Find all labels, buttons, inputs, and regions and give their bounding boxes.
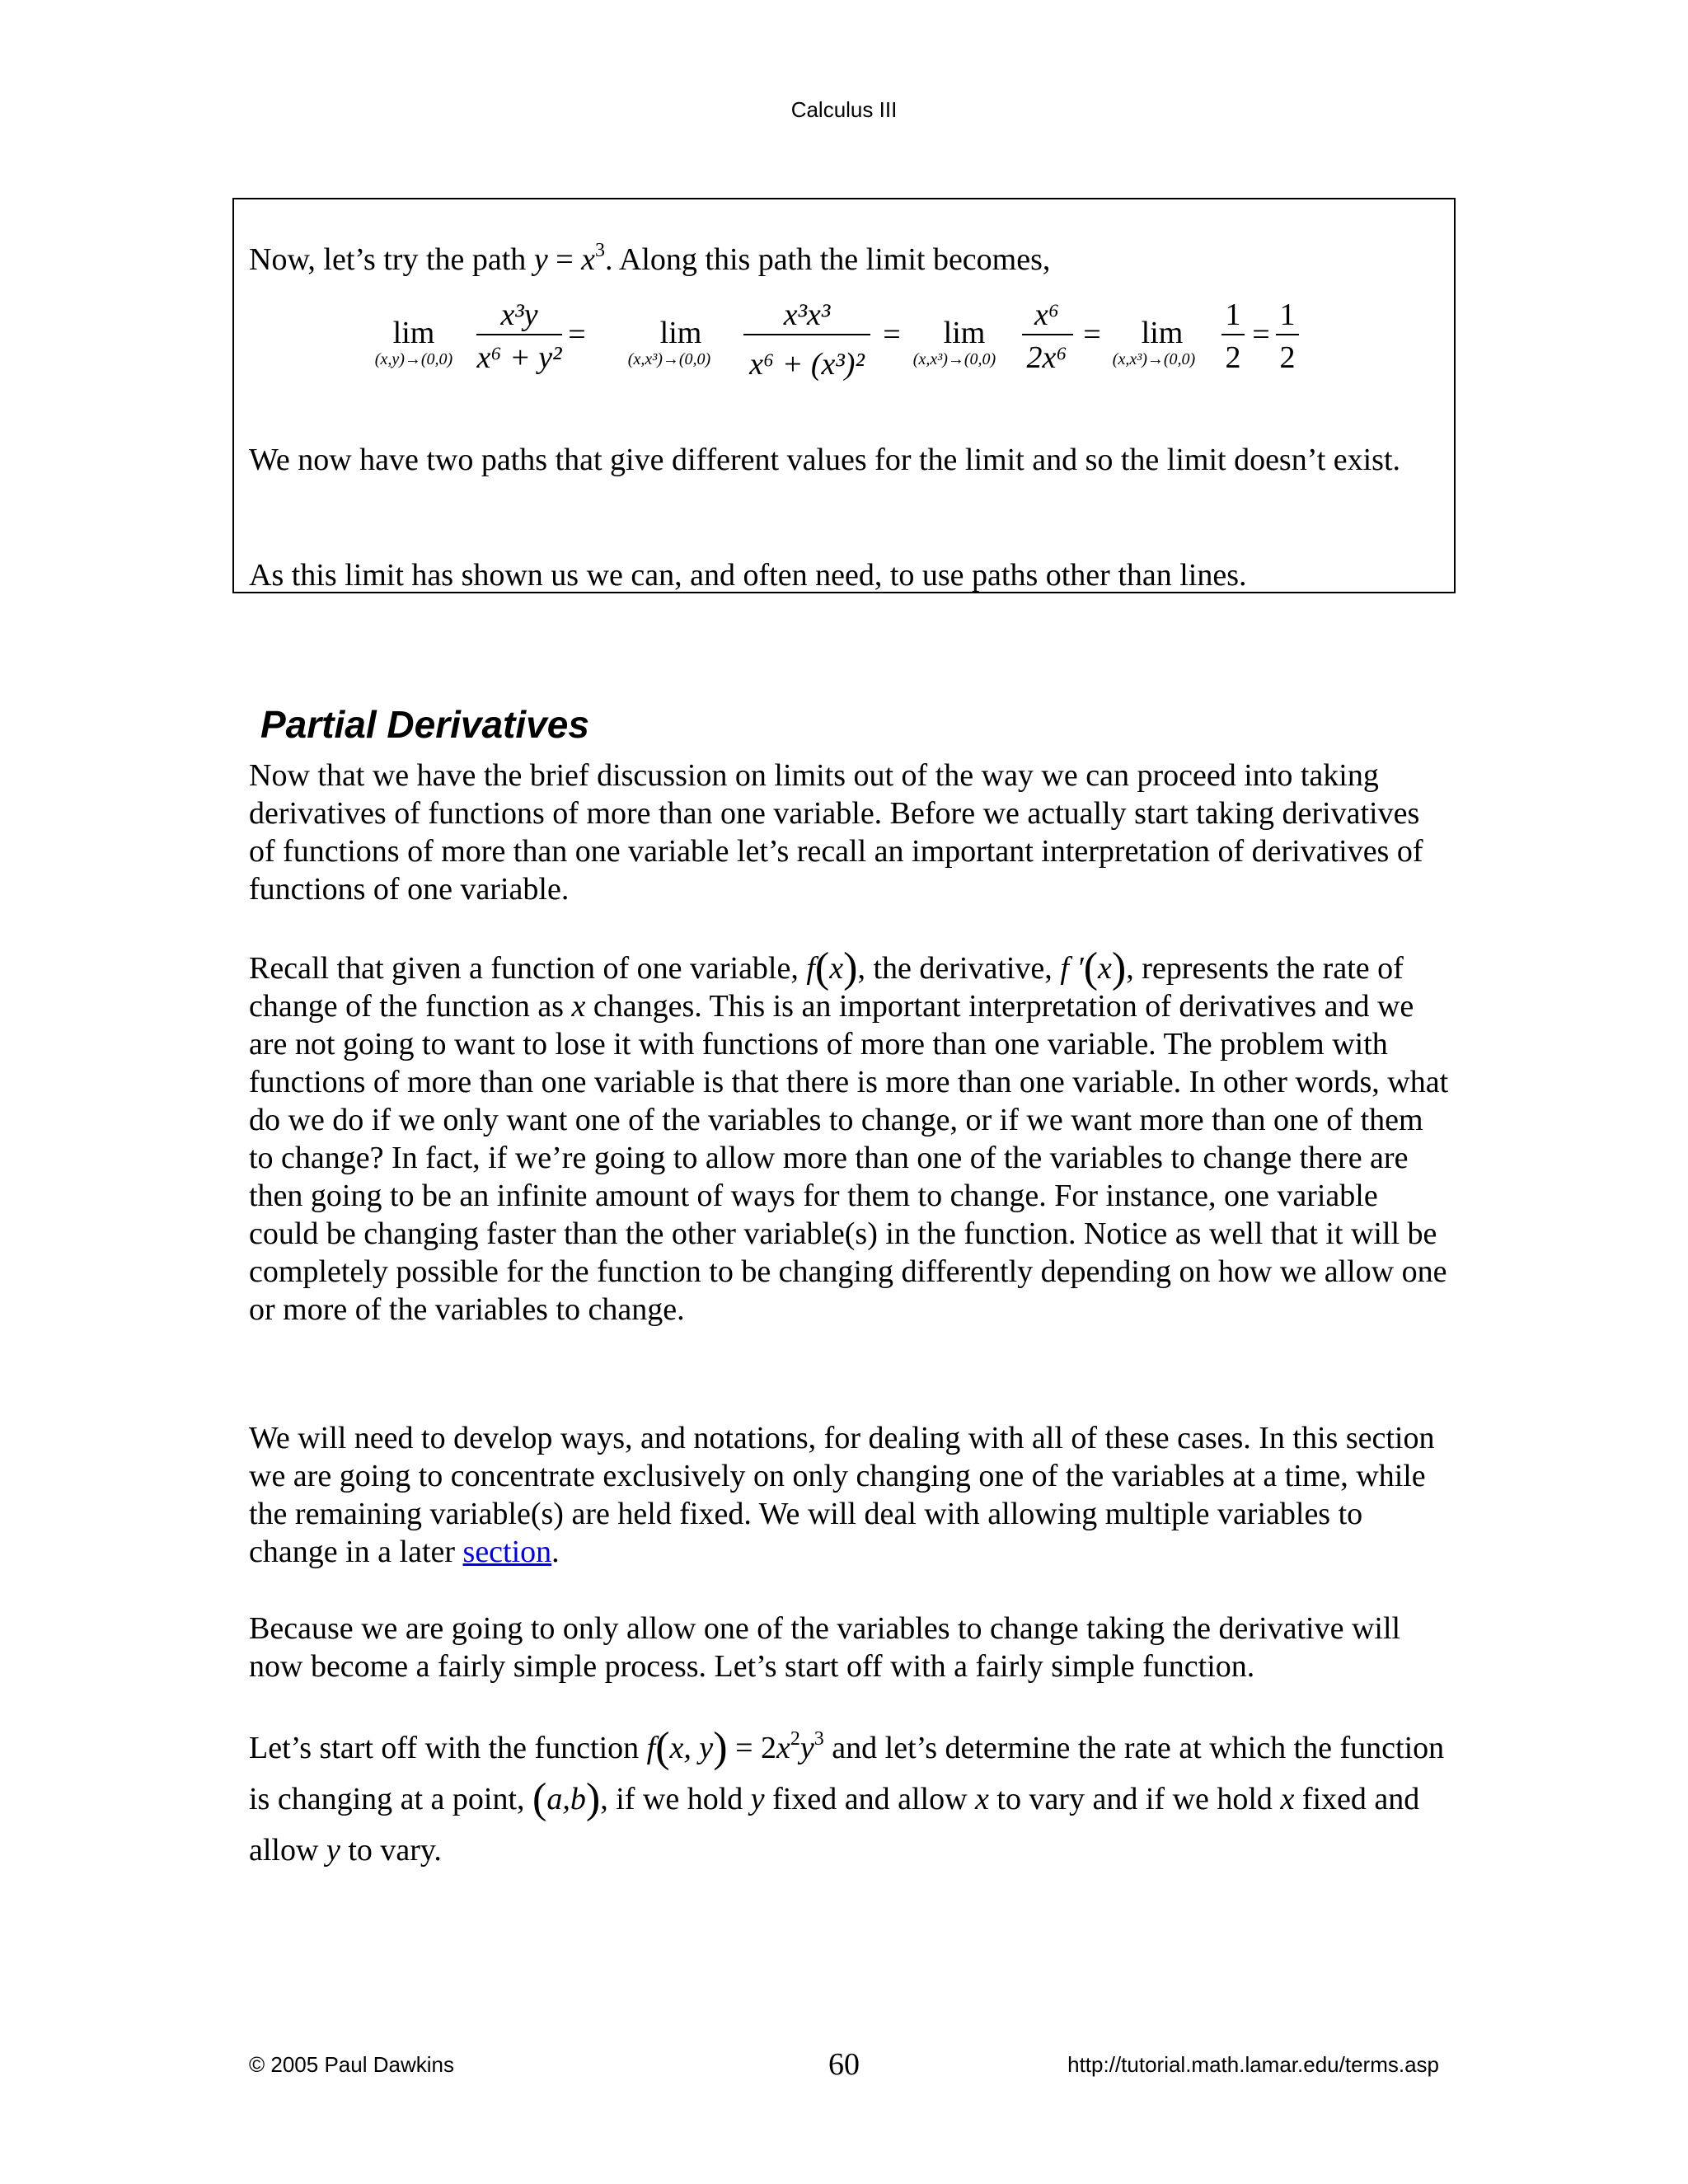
equals-2: = — [883, 317, 901, 352]
p5-math-args: x, y — [669, 1731, 714, 1765]
limit-equation — [374, 288, 1311, 396]
denominator-4: 2 — [1225, 340, 1241, 375]
lim-sub-2: (x,x³)→(0,0) — [627, 350, 711, 368]
p5-math-yexp: 3 — [814, 1728, 824, 1750]
lim-3: lim — [943, 316, 986, 350]
p5-math-x2: x — [975, 1782, 989, 1816]
page-number: 60 — [828, 2047, 860, 2082]
intro-text: Now, let’s try the path — [249, 242, 534, 277]
numerator-4: 1 — [1225, 298, 1241, 332]
p5-text-d: fixed and allow — [764, 1782, 976, 1816]
intro-math-y: y — [533, 242, 548, 277]
paragraph-2: Recall that given a function of one variable, f(x), the derivative, f ′(x), represents the rate of change of the function as x changes. This is an important interpretation of derivatives and we are not going to want to lose it with functions of more than one variable. The problem with functions of more than one variable is that there is more than one variable. In other words, what do we do if we only want one of the variables to change, or if we want more than one of them to change? In fact, if we’re going to allow more than one of the variables to change there are then going to be an infinite amount of ways for them to change. For instance, one variable could be changing faster than the other variable(s) in the function. Notice as well that it will be completely possible for the function to be changing differently depending on how we allow one or more of the variables to change. — [249, 944, 1449, 1327]
p2-text-b: , the derivative, — [857, 951, 1061, 986]
box-intro — [249, 241, 1452, 279]
numerator-2: x³x³ — [783, 298, 831, 332]
denominator-5: 2 — [1279, 340, 1296, 375]
paragraph-4: Because we are going to only allow one of the variables to change taking the derivative will now become a fairly simple process. Let’s start off with a fairly simple function. — [249, 1611, 1401, 1684]
p5-text-f: fixed and allow — [249, 1782, 1420, 1868]
p5-math-y2: y — [750, 1782, 765, 1816]
intro-math-x: x — [581, 242, 595, 277]
p5-math-x3: x — [1280, 1782, 1295, 1816]
section-link[interactable]: section — [462, 1535, 552, 1569]
numerator-5: 1 — [1279, 298, 1296, 332]
p5-math-xexp: 2 — [790, 1728, 800, 1750]
p3-text-a: We will need to develop ways, and notations, for dealing with all of these cases. In this section we are going to concentrate exclusively on only changing one of the variables at a time, while the remaining variable(s) are held fixed. We will deal with allowing multiple variables to change in a later — [249, 1421, 1435, 1569]
equals-1: = — [568, 317, 586, 352]
numerator-3: x⁶ — [1034, 298, 1060, 332]
paragraph-3 — [249, 1419, 1452, 1571]
p5-text-c: , if we hold — [600, 1782, 751, 1816]
p5-math-eq: = 2 — [727, 1731, 777, 1765]
equals-4: = — [1252, 317, 1270, 352]
lim-sub-3: (x,x³)→(0,0) — [912, 350, 996, 368]
p5-text-a: Let’s start off with the function — [249, 1731, 647, 1765]
intro-math-eq: = — [547, 242, 582, 277]
p2-math-x2: x — [1098, 951, 1112, 986]
section-heading: Partial Derivatives — [260, 703, 589, 746]
p2-text-d: changes. This is an important interpretation of derivatives and we are not going to want to lose it with functions of more than one variable. The problem with functions of more than one variable is that there is more than one variable. In other words, what do we do if we only want one of the variables to change, or if we want more than one of them to change? In fact, if we’re going to allow more than one of the variables to change there are then going to be an infinite amount of ways for them to change. For instance, one variable could be changing faster than the other variable(s) in the function. Notice as well that it will be completely possible for the function to be changing differently depending on how we allow one or more of the variables to change. — [249, 989, 1449, 1327]
intro-math-exp: 3 — [595, 240, 605, 261]
p2-math-x: x — [829, 951, 844, 986]
denominator-1: x⁶ + y² — [476, 340, 562, 375]
p2-text-a: Recall that given a function of one variable, — [249, 951, 807, 986]
p2-math-xvar: x — [571, 989, 586, 1024]
p5-text-e: to vary and if we hold — [988, 1782, 1281, 1816]
p5-math-y3: y — [326, 1833, 340, 1868]
lim-4: lim — [1141, 316, 1184, 350]
denominator-2: x⁶ + (x³)² — [749, 347, 865, 382]
p5-math-y: y — [799, 1731, 814, 1765]
p5-text-b: and let’s determine the rate at which the function is changing at a point, — [249, 1731, 1445, 1816]
lim-sub-1: (x,y)→(0,0) — [374, 350, 453, 368]
footer-url[interactable]: http://tutorial.math.lamar.edu/terms.asp — [1067, 2052, 1439, 2077]
paragraph-1: Now that we have the brief discussion on limits out of the way we can proceed into taking derivatives of functions of more than one variable. Before we actually start taking derivatives of functions of more than one variable let’s recall an important interpretation of derivatives of functions of one variable. — [249, 758, 1423, 907]
p2-math-fprime: f ′ — [1060, 951, 1084, 986]
lim-1: lim — [392, 316, 435, 350]
page-header-title: Calculus III — [790, 97, 898, 122]
box-paragraph-3: As this limit has shown us we can, and often need, to use paths other than lines. — [249, 558, 1247, 593]
p5-math-f: f — [646, 1731, 656, 1765]
p3-text-b: . — [551, 1535, 560, 1569]
lim-2: lim — [659, 316, 702, 350]
box-paragraph-2: We now have two paths that give different values for the limit and so the limit doesn’t exist. — [249, 443, 1401, 477]
p2-math-f: f — [806, 951, 815, 986]
footer-copyright: © 2005 Paul Dawkins — [249, 2052, 454, 2077]
equals-3: = — [1083, 317, 1101, 352]
numerator-1: x³y — [500, 298, 538, 332]
p5-math-x: x — [776, 1731, 790, 1765]
p5-text-g: to vary. — [340, 1833, 442, 1868]
intro-text-after: . Along this path the limit becomes, — [605, 242, 1051, 277]
p5-math-point: a,b — [546, 1782, 586, 1816]
paragraph-5: Let’s start off with the function f(x, $y) = 2x^2y^3$ and let’s determine the rate at which the function is changing at a point, (a,b), if we hold y fixed and allow x to vary and if we hold x fixed and allow y to vary. — [249, 1724, 1445, 1868]
denominator-3: 2x⁶ — [1026, 340, 1067, 375]
lim-sub-4: (x,x³)→(0,0) — [1112, 350, 1196, 368]
p2-text-c: , represents the rate of change of the function as — [249, 951, 1404, 1024]
